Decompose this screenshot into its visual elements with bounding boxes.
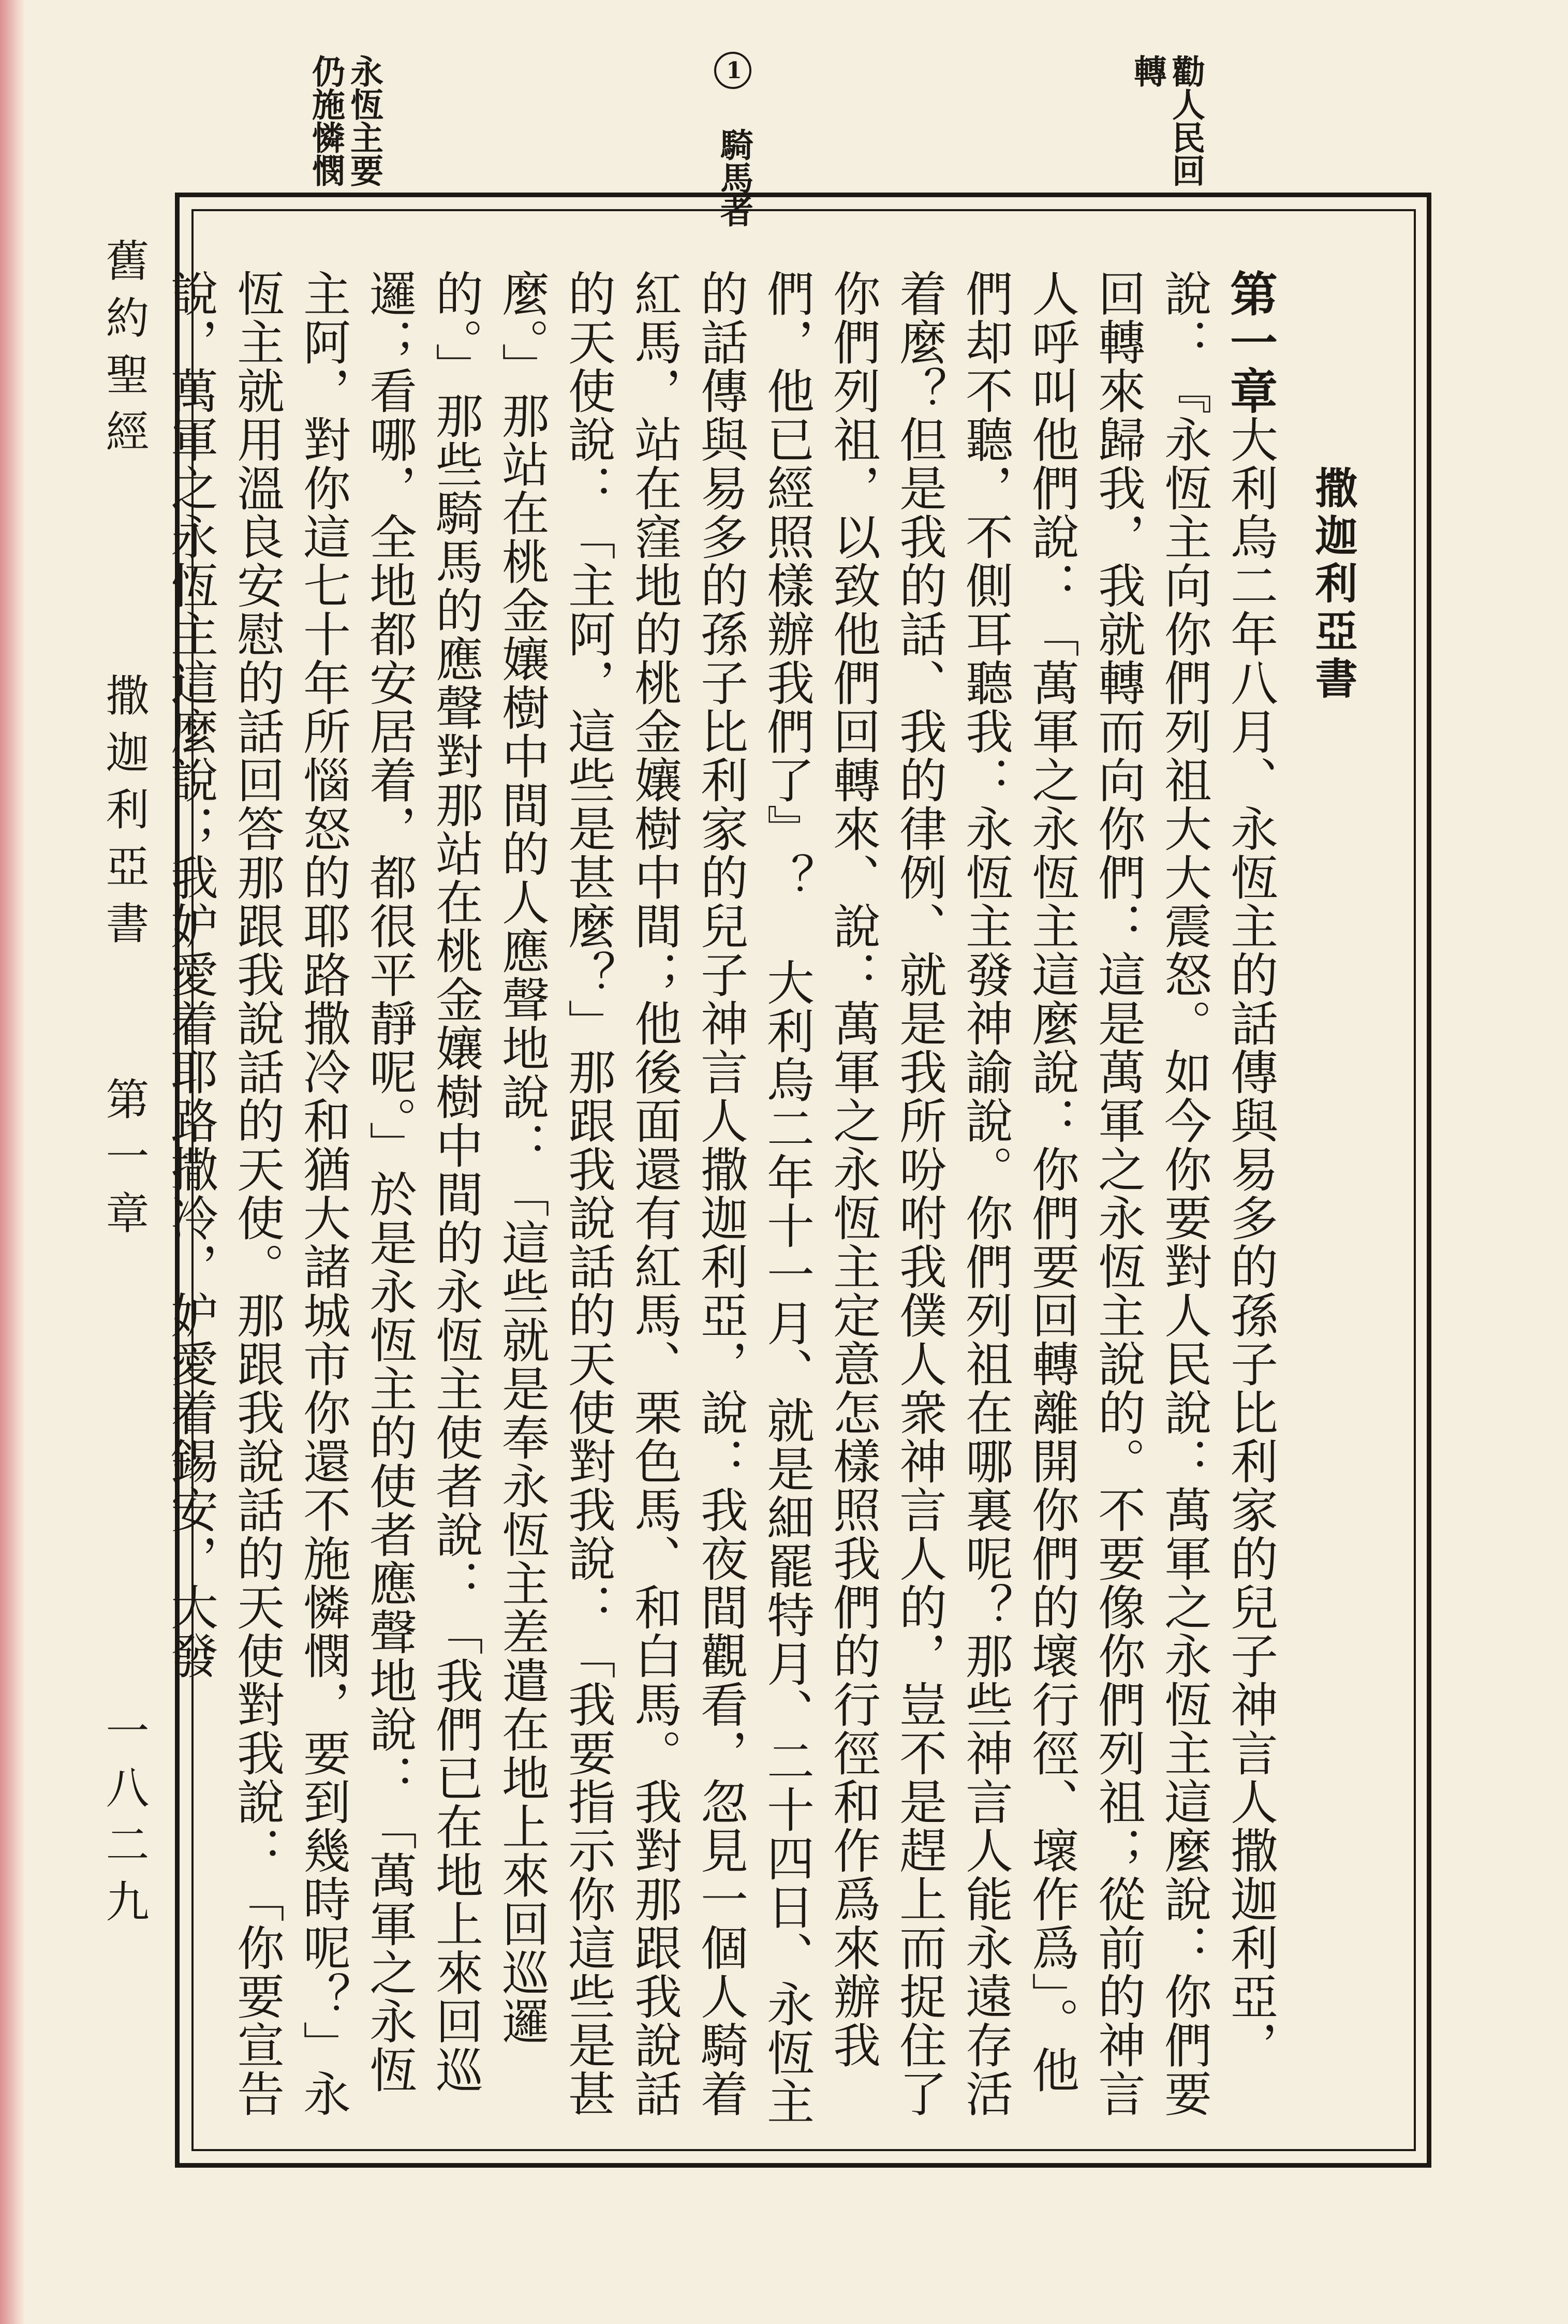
footer-chapter: 第一章 <box>99 1077 150 1247</box>
page-number: 一八二九 <box>99 1708 150 1936</box>
scripture-body <box>163 269 1283 2127</box>
side-note-mercy: 永恆主要仍施憐憫 <box>306 54 383 187</box>
chapter-heading: 第一章 <box>1222 269 1278 415</box>
page-edge <box>0 0 25 2324</box>
book-title: 撒迦利亞書 <box>1308 466 1358 704</box>
side-note-horsemen-label: 騎馬者 <box>715 128 753 227</box>
side-note-repent: 勸人民回轉 <box>1128 54 1205 187</box>
note-number: 1 <box>714 52 751 89</box>
chapter-text: 大利烏二年八月、永恆主的話傳與易多的孫子比利家的兒子神言人撒迦利亞，說：『永恆主向你們列祖大大震怒。如今你要對人民說：萬軍之永恆主這麼說：你們要回轉來歸我，我就轉而向你們：這是萬軍之永恆主說的。不要像你們列祖；從前的神言人呼叫他們說：「萬軍之永恆主這麼說：你們要回轉離開你們的壞行徑、壞作爲」。他們却不聽，不側耳聽我：永恆主發神諭說。你們列祖在哪裏呢？那些神言人能永遠存活着麼？但是我的話、我的律例、就是我所吩咐我僕人衆神言人的，豈不是趕上而捉住了你們列祖，以致他們回轉來、說：萬軍之永恆主定意怎樣照我們的行徑和作爲來辦我們，他已經照樣辦我們了』？ 大利烏二年十一月、就是細罷特月、二十四日、永恆主的話傳與易多的孫子比利家的兒子神言人撒迦利亞，說：我夜間觀看，忽見一個人騎着紅馬，站在窪地的桃金孃樹中間；他後面還有紅馬、栗色馬、和白馬。我對那跟我說話的天使說：「主阿，這些是甚麼？」那跟我說話的天使對我說：「我要指示你這些是甚麼。」那站在桃金孃樹中間的人應聲地說：「這些就是奉永恆主差遣在地上來回巡邏的。」那些騎馬的應聲對那站在桃金孃樹中間的永恆主使者說：「我們已在地上來回巡邏；看哪，全地都安居着，都很平靜呢。」於是永恆主的使者應聲地說：「萬軍之永恆主阿，對你這七十年所惱怒的耶路撒冷和猶大諸城市你還不施憐憫，要到幾時呢？」永恆主就用溫良安慰的話回答那跟我說話的天使。那跟我說話的天使對我說：「你要宣告說，萬軍之永恆主這麼說；我妒愛着耶路撒冷，妒愛着錫安，大發 <box>163 269 1278 2126</box>
footer-book-name: 舊約聖經 <box>99 238 150 466</box>
footer-section-title: 撒迦利亞書 <box>99 673 150 958</box>
